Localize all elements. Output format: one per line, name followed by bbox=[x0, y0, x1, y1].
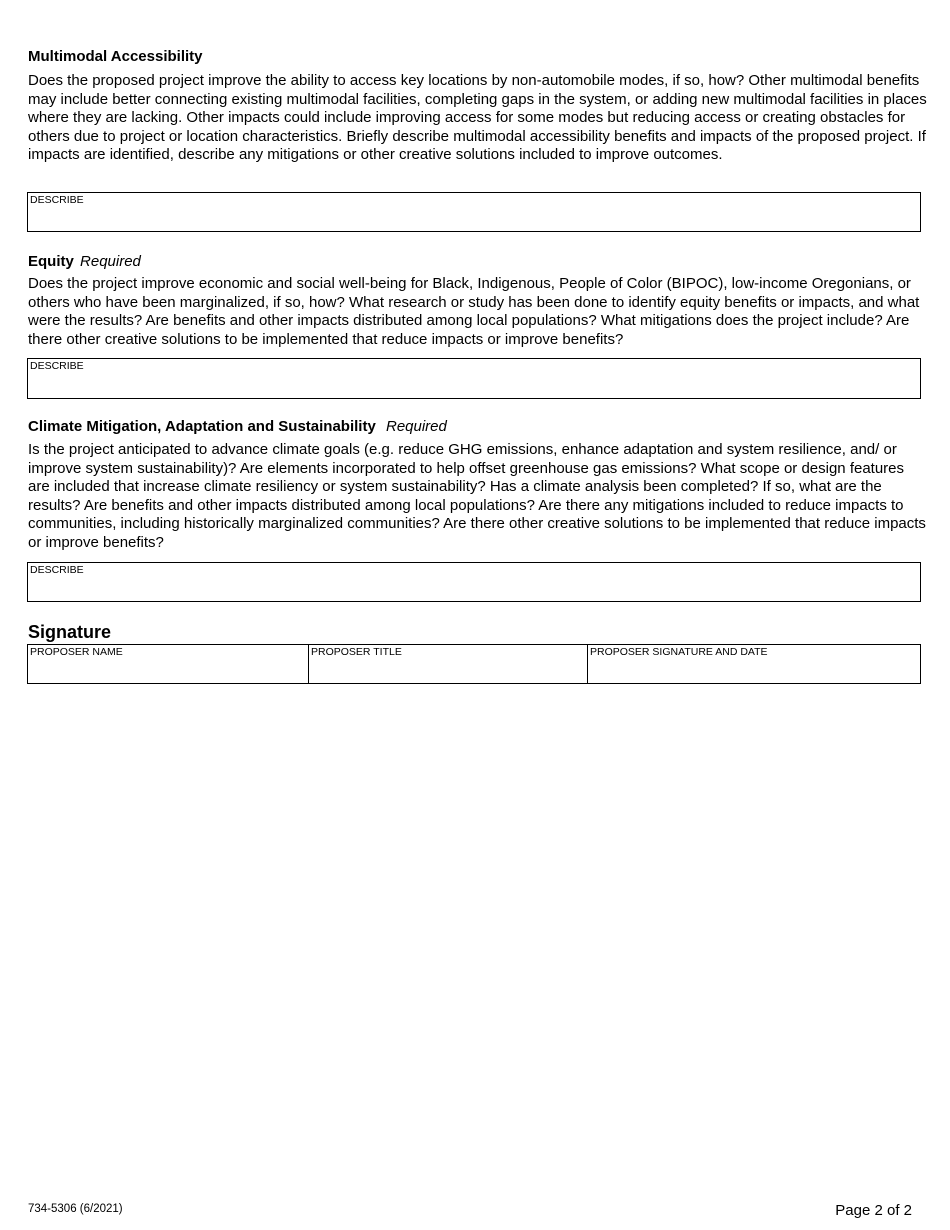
section-description-equity: Does the project improve economic and social well-being for Black, Indigenous, People of Color (BIPOC), low-income Oregonians, or others who have been marginalized, if so, how? What research or study has been done to identify equity benefits or impacts, and what were the results? Are benefits and other impacts distributed among local populations? What mitigations does the project include? Are there other creative solutions to be implemented that reduce impacts or improve benefits? bbox=[28, 275, 920, 348]
section-title-multimodal-accessibility bbox=[28, 48, 203, 66]
form-number: 734-5306 (6/2021) bbox=[28, 1203, 123, 1215]
section-description-climate: Is the project anticipated to advance climate goals (e.g. reduce GHG emissions, enhance adaptation and system resilience, and/ or improve system sustainability)? Are elements incorporated to help offset greenhouse gas emissions? What scope or design features are included that increase climate resiliency or system sustainability? Has a climate analysis been completed? If so, what are the results? Are benefits and other impacts distributed among local populations? Are there any mitigations included to reduce impacts to communities, including historically marginalized communities? Are there other creative solutions to be implemented that reduce impacts or improve benefits? bbox=[28, 441, 926, 551]
multimodal-describe-input[interactable] bbox=[30, 207, 918, 229]
field-label: PROPOSER NAME bbox=[30, 646, 123, 658]
proposer-signature-date-input[interactable] bbox=[590, 659, 918, 681]
climate-describe-field[interactable] bbox=[27, 562, 921, 602]
equity-describe-field[interactable] bbox=[27, 358, 921, 399]
section-title-text: Multimodal Accessibility bbox=[28, 48, 203, 65]
proposer-signature-date-field[interactable] bbox=[587, 645, 920, 683]
proposer-title-input[interactable] bbox=[311, 659, 585, 681]
signature-heading: Signature bbox=[28, 622, 112, 642]
proposer-name-field[interactable] bbox=[28, 645, 308, 683]
section-description-multimodal-accessibility: Does the proposed project improve the ability to access key locations by non-automobile modes, if so, how? Other multimodal benefits may include better connecting existing multimodal facilities, completing gaps in the system, or adding new multimodal facilities in places where they are lacking. Other impacts could include improving access for some modes but reducing access or creating obstacles for others due to project or location characteristics. Briefly describe multimodal accessibility benefits and impacts of the proposed project. If impacts are identified, describe any mitigations or other creative solutions included to improve outcomes. bbox=[28, 72, 927, 164]
section-title-equity bbox=[28, 253, 141, 271]
proposer-title-field[interactable] bbox=[308, 645, 587, 683]
page-number: Page 2 of 2 bbox=[835, 1202, 912, 1219]
signature-row bbox=[27, 644, 921, 684]
section-title-text: Equity bbox=[28, 253, 74, 270]
field-label: PROPOSER SIGNATURE AND DATE bbox=[590, 646, 768, 658]
equity-describe-input[interactable] bbox=[30, 373, 918, 396]
section-title-climate bbox=[28, 418, 447, 436]
climate-describe-input[interactable] bbox=[30, 577, 918, 599]
field-label: DESCRIBE bbox=[30, 360, 84, 372]
required-label: Required bbox=[80, 253, 141, 270]
field-label: PROPOSER TITLE bbox=[311, 646, 402, 658]
proposer-name-input[interactable] bbox=[30, 659, 306, 681]
multimodal-describe-field[interactable] bbox=[27, 192, 921, 232]
field-label: DESCRIBE bbox=[30, 564, 84, 576]
required-label: Required bbox=[385, 418, 447, 435]
field-label: DESCRIBE bbox=[30, 194, 84, 206]
section-title-text: Climate Mitigation, Adaptation and Sustainability bbox=[28, 418, 376, 435]
